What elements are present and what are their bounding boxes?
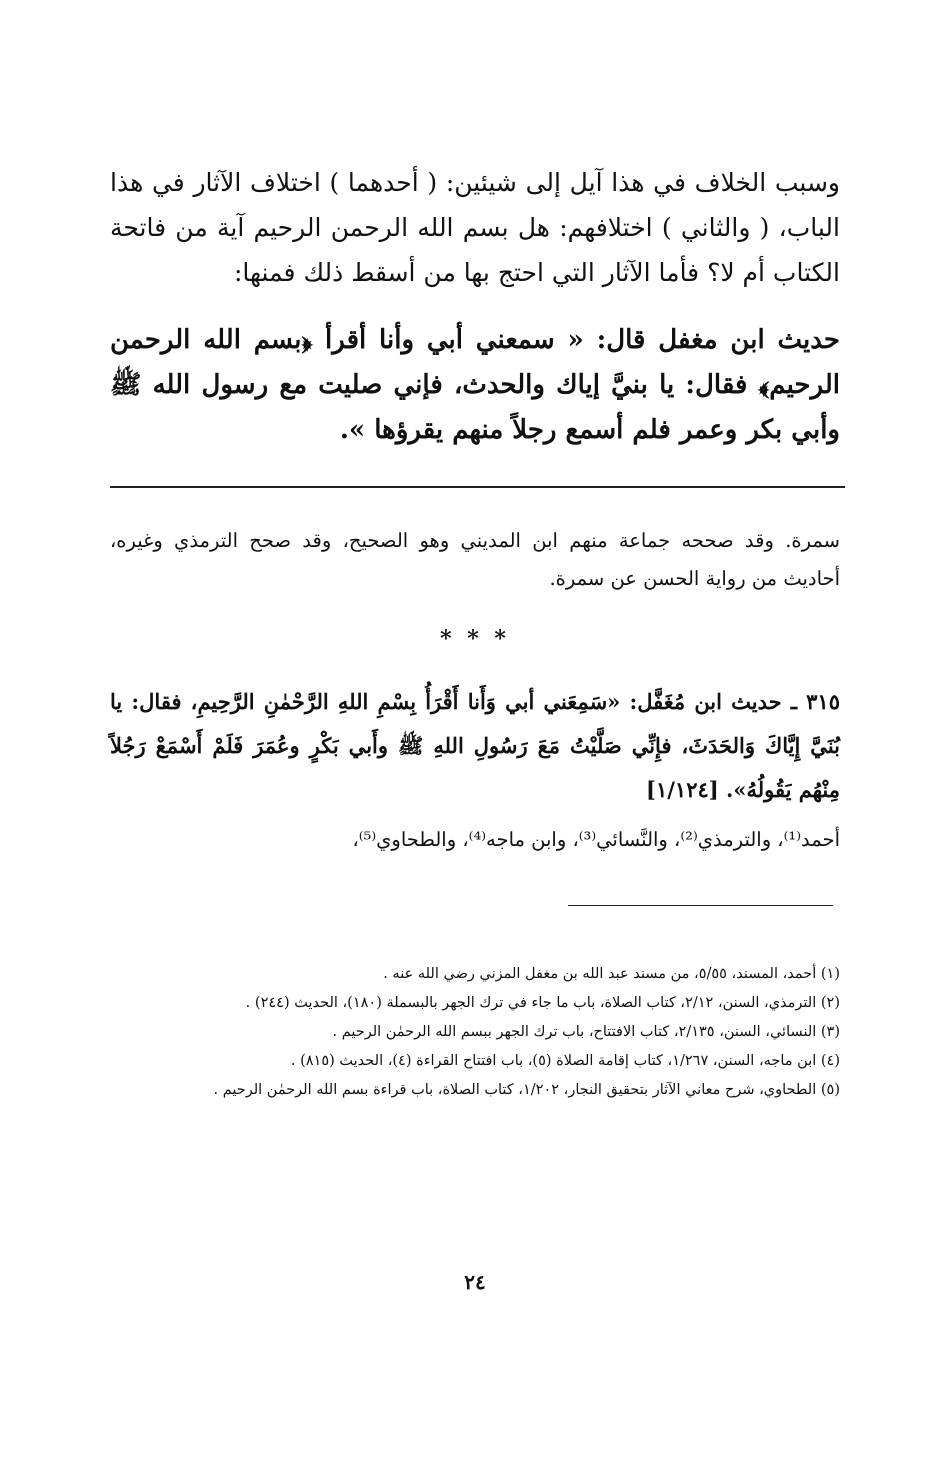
footnote: (١) أحمد، المسند، ٥/٥٥، من مسند عبد الله بن مغفل المزني رضي الله عنه . [383,966,840,982]
footnote: (٤) ابن ماجه، السنن، ١/٢٦٧، كتاب إقامة الصلاة (٥)، باب افتتاح القراءة (٤)، الحديث (٨١٥) . [290,1053,840,1069]
hadith-315: ٣١٥ ـ حديث ابن مُغَفَّل: «سَمِعَني أبي وَأَنا أَقْرَأُ بِسْمِ اللهِ الرَّحْمٰنِ الرَّحِيمِ، فقال: يا بُنَيَّ إِيَّاكَ وَالحَدَثَ، فإِنِّي صَلَّيْتُ مَعَ رَسُولِ اللهِ ﷺ وأَبي بَكْرٍ وعُمَرَ فَلَمْ أَسْمَعْ رَجُلاً مِنْهُم يَقُولُهُ». [١/١٢٤] [110,689,840,802]
footnote: (٥) الطحاوي، شرح معاني الآثار بتحقيق النجار، ١/٢٠٢، كتاب الصلاة، باب قراءة بسم الله الرحمٰن الرحيم . [213,1082,840,1098]
lead-paragraph: وسبب الخلاف في هذا آيل إلى شيئين: ( أحدهما ) اختلاف الآثار في هذا الباب، ( والثاني ) اختلافهم: هل بسم الله الرحمن الرحيم آية من فاتحة الكتاب أم لا؟ فأما الآثار التي احتج بها من أسقط ذلك فمنها: [110,168,840,287]
footnote: (٣) النسائي، السنن، ٢/١٣٥، كتاب الافتتاح، باب ترك الجهر ببسم الله الرحمٰن الرحيم . [332,1024,840,1040]
separator-stars: * * * [440,626,510,652]
takhrij-sources: أحمد⁽¹⁾، والترمذي⁽²⁾، والنَّسائي⁽³⁾، وابن ماجه⁽⁴⁾، والطحاوي⁽⁵⁾، [352,828,840,851]
hadith-ibn-mughaffal: حديث ابن مغفل قال: « سمعني أبي وأنا أقرأ ﴿بسم الله الرحمن الرحيم﴾ فقال: يا بنيَّ إياك والحدث، فإني صليت مع رسول الله ﷺ وأبي بكر وعمر فلم أسمع رجلاً منهم يقرؤها ». [110,325,840,445]
section-divider [110,486,845,488]
footnote: (٢) الترمذي، السنن، ٢/١٢، كتاب الصلاة، باب ما جاء في ترك الجهر بالبسملة (١٨٠)، الحديث (٢٤٤) . [245,995,840,1011]
footnote-divider [568,905,833,906]
footnotes-list [110,960,840,1105]
page-number: ٢٤ [464,1270,486,1294]
note-continuation: سمرة. وقد صححه جماعة منهم ابن المديني وهو الصحيح، وقد صحح الترمذي وغيره، أحاديث من رواية الحسن عن سمرة. [110,529,840,590]
